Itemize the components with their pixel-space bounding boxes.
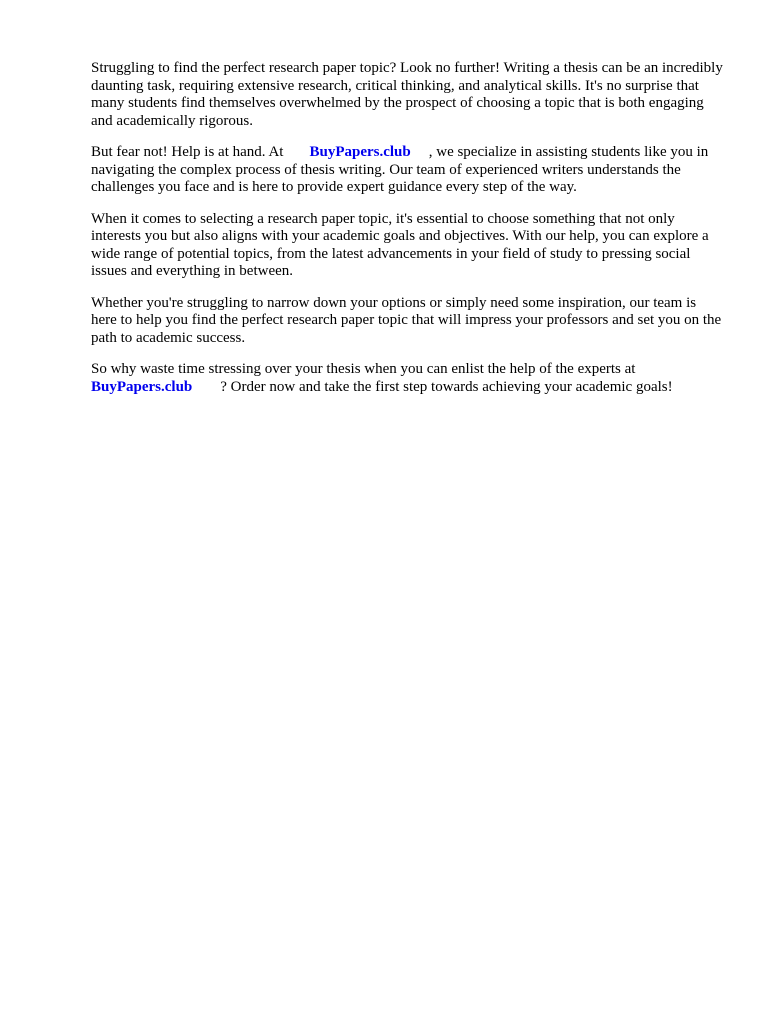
buypapers-link-closing[interactable]: BuyPapers.club: [91, 378, 193, 395]
paragraph-intro-text: Struggling to find the perfect research paper topic? Look no further! Writing a thesis can be an incredibly daunting task, requiring extensive research, critical thinking, and analytical skills. It's no surprise that many students find themselves overwhelmed by the prospect of choosing a topic that is both engaging and academically rigorous.: [91, 60, 723, 129]
paragraph-intro: [91, 60, 723, 130]
paragraph-closing-text-end: ? Order now and take the first step towards achieving your academic goals!: [220, 378, 673, 395]
paragraph-inspiration: [91, 295, 723, 348]
paragraph-help: [91, 144, 723, 197]
paragraph-topics-text: When it comes to selecting a research paper topic, it's essential to choose something that not only interests you but also aligns with your academic goals and objectives. With our help, you can explore a wide range of potential topics, from the latest advancements in your field of study to pressing social issues and everything in between.: [91, 210, 709, 279]
document-body: [91, 60, 723, 410]
paragraph-help-text-end: , we specialize in assisting students like you in navigating the complex process of thesis writing. Our team of experienced writers understands the challenges you face and is here to provide expert guidance every step of the way.: [91, 144, 709, 195]
paragraph-topics: [91, 211, 723, 281]
paragraph-closing-text-start: So why waste time stressing over your thesis when you can enlist the help of the experts at: [91, 361, 636, 377]
buypapers-link[interactable]: BuyPapers.club: [309, 144, 411, 160]
paragraph-inspiration-text: Whether you're struggling to narrow down your options or simply need some inspiration, our team is here to help you find the perfect research paper topic that will impress your professors and set you on the path to academic success.: [91, 294, 722, 346]
paragraph-closing: [91, 361, 723, 396]
paragraph-help-text-start: But fear not! Help is at hand. At: [91, 144, 284, 160]
